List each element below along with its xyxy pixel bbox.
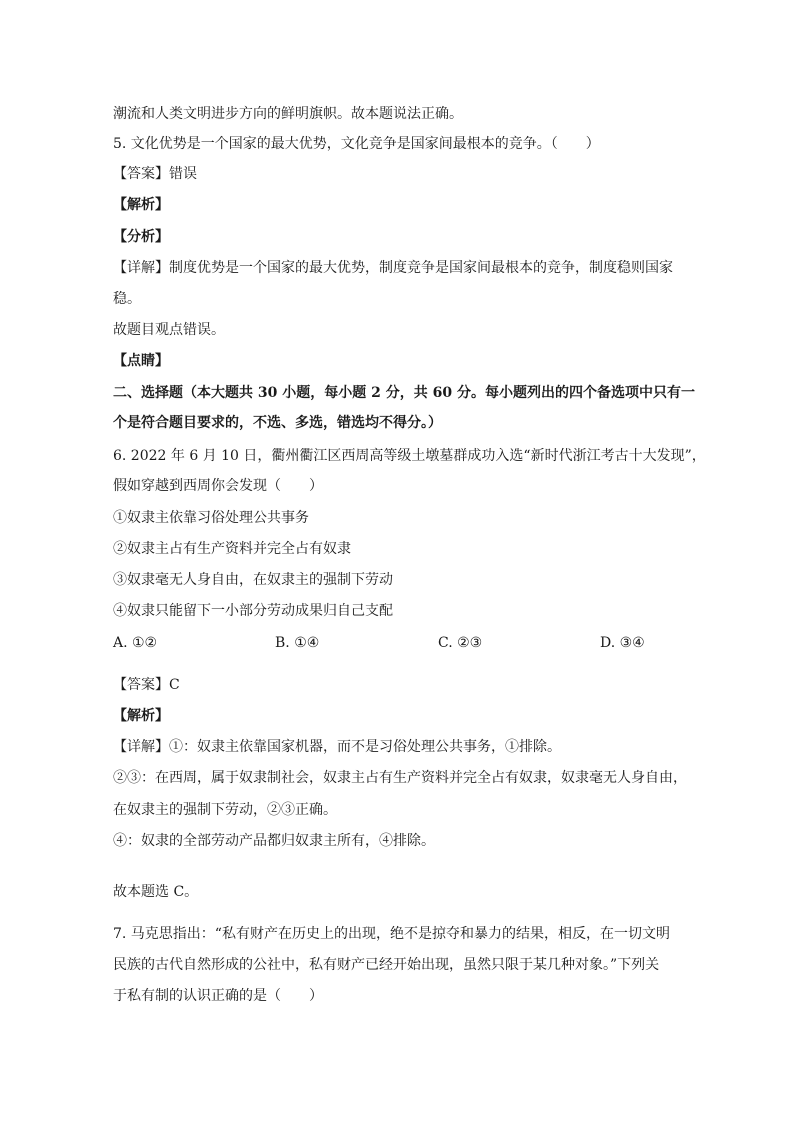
text-line: 民族的古代自然形成的公社中，私有财产已经开始出现，虽然只限于某几种对象。”下列关 xyxy=(113,957,660,973)
text-line: ②③：在西周，属于奴隶制社会，奴隶主占有生产资料并完全占有奴隶，奴隶毫无人身自由， xyxy=(113,770,687,786)
section-heading-cont: 个是符合题目要求的，不选、多选，错选均不得分。） xyxy=(113,415,442,431)
question-6: 6. 2022 年 6 月 10 日，衢州衢江区西周高等级土墩墓群成功入选“新时代浙江考古十大发现”， xyxy=(113,448,706,464)
question-5: 5. 文化优势是一个国家的最大优势，文化竞争是国家间最根本的竞争。（ ） xyxy=(113,136,600,152)
conclusion-line: 故本题选 C。 xyxy=(113,884,199,900)
option-b: B. ①④ xyxy=(275,635,320,651)
section-heading: 二、选择题（本大题共 30 小题，每小题 2 分，共 60 分。每小题列出的四个备选项中只有一 xyxy=(113,385,695,401)
text-line: ④：奴隶的全部劳动产品都归奴隶主所有，④排除。 xyxy=(113,833,435,849)
text-line: 于私有制的认识正确的是（ ） xyxy=(113,988,323,1004)
analysis-heading: 【解析】 xyxy=(113,197,169,213)
dianjing-heading: 【点睛】 xyxy=(113,353,169,369)
option-d: D. ③④ xyxy=(600,635,645,651)
text-line: 假如穿越到西周你会发现（ ） xyxy=(113,478,323,494)
statement-2: ②奴隶主占有生产资料并完全占有奴隶 xyxy=(113,541,351,557)
detail-line: 【详解】制度优势是一个国家的最大优势，制度竞争是国家间最根本的竞争，制度稳则国家 xyxy=(113,260,673,276)
statement-4: ④奴隶只能留下一小部分劳动成果归自己支配 xyxy=(113,603,393,619)
statement-3: ③奴隶毫无人身自由，在奴隶主的强制下劳动 xyxy=(113,572,393,588)
answer-line: 【答案】错误 xyxy=(113,166,197,182)
text-line: 在奴隶主的强制下劳动，②③正确。 xyxy=(113,802,337,818)
answer-line: 【答案】C xyxy=(113,677,180,693)
text-line: 稳。 xyxy=(113,291,141,307)
detail-line: 【详解】①：奴隶主依靠国家机器，而不是习俗处理公共事务，①排除。 xyxy=(113,739,561,755)
statement-1: ①奴隶主依靠习俗处理公共事务 xyxy=(113,510,309,526)
option-c: C. ②③ xyxy=(438,635,483,651)
option-a: A. ①② xyxy=(113,635,158,651)
text-line: 潮流和人类文明进步方向的鲜明旗帜。故本题说法正确。 xyxy=(113,106,463,122)
text-line: 故题目观点错误。 xyxy=(113,322,225,338)
analysis-heading: 【解析】 xyxy=(113,708,169,724)
fenxi-heading: 【分析】 xyxy=(113,229,169,245)
question-7: 7. 马克思指出：“私有财产在历史上的出现，绝不是掠夺和暴力的结果，相反，在一切文明 xyxy=(113,926,670,942)
